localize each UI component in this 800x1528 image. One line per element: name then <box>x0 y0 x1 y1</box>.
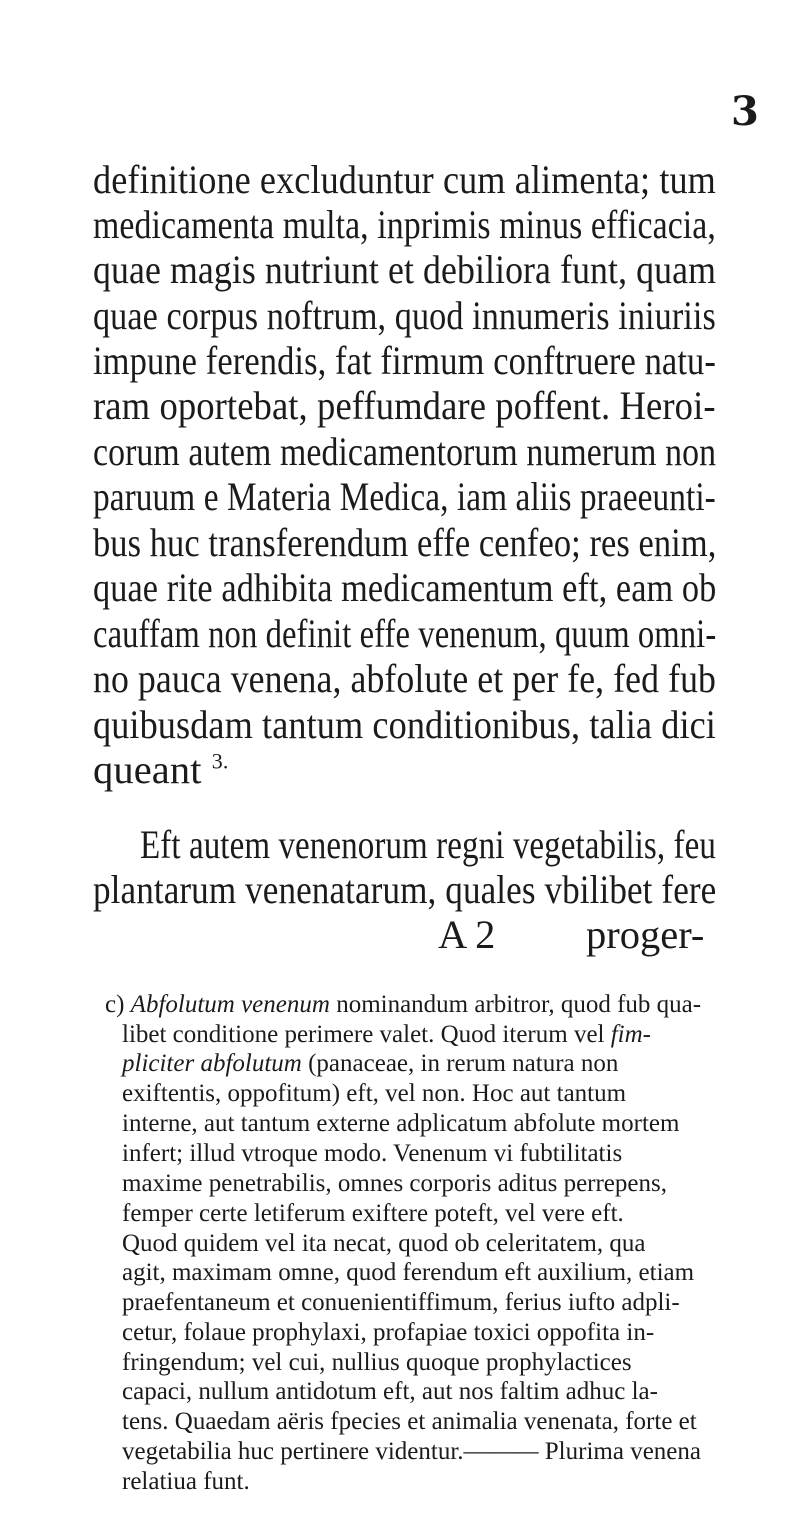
footnote-line <box>122 1051 618 1076</box>
footnote-line: fringendum; vel cui, nullius quoque prophylactices <box>122 1349 632 1376</box>
footnote-reference: 3. <box>211 748 229 774</box>
text-line: quae corpus noftrum, quod innumeris iniuriis <box>93 293 716 338</box>
text-fragment: (panaceae, in rerum natura non <box>308 1050 619 1077</box>
page-number: 3 <box>731 88 759 135</box>
text-fragment: queant <box>93 747 202 792</box>
footnote-line: praefentaneum et conuenientiffimum, ferius iufto adpli- <box>122 1289 680 1316</box>
text-line: cauffam non definit effe venenum, quum omni- <box>93 611 717 656</box>
text-line: quae magis nutriunt et debiliora funt, quam <box>93 247 717 292</box>
text-fragment: nominandum arbitror, quod fub qua- <box>336 991 702 1018</box>
footnote-line: relatiua funt. <box>122 1468 250 1495</box>
paragraph-line: Eft autem venenorum regni vegetabilis, feu <box>140 822 716 867</box>
text-line: definitione excluduntur cum alimenta; tum <box>93 157 716 202</box>
catchword: proger- <box>586 912 705 957</box>
footnote-line <box>105 992 701 1017</box>
footnote-line: femper certe letiferum exiftere poteft, vel vere eft. <box>122 1200 624 1227</box>
text-line: quibusdam tantum conditionibus, talia dici <box>93 702 716 747</box>
signature-mark: A 2 <box>438 912 496 957</box>
paragraph-line: plantarum venenatarum, quales vbilibet fere <box>93 867 717 912</box>
footnote-italic: pliciter abfolutum <box>122 1050 302 1077</box>
footnote-line: agit, maximam omne, quod ferendum eft auxilium, etiam <box>122 1259 695 1286</box>
text-line: impune ferendis, fat firmum conftruere natu- <box>93 338 716 383</box>
footnote-line: vegetabilia huc pertinere videntur.——— Plurima venena <box>122 1438 701 1465</box>
text-line: quae rite adhibita medicamentum eft, eam ob <box>93 565 717 610</box>
text-line: corum autem medicamentorum numerum non <box>93 429 717 474</box>
footnote-italic: fim- <box>610 1021 652 1048</box>
text-line: ram oportebat, peffumdare poffent. Heroi- <box>93 383 716 428</box>
text-fragment: libet conditione perimere valet. Quod iterum vel <box>122 1021 605 1048</box>
footnote-line: Quod quidem vel ita necat, quod ob celeritatem, qua <box>122 1230 646 1257</box>
footnote-line: exiftentis, oppofitum) eft, vel non. Hoc aut tantum <box>122 1080 627 1107</box>
footnote-line: cetur, folaue prophylaxi, profapiae toxici oppofita in- <box>122 1319 655 1346</box>
footnote-line: capaci, nullum antidotum eft, aut nos faltim adhuc la- <box>122 1378 658 1405</box>
footnote-line: tens. Quaedam aëris fpecies et animalia venenata, forte et <box>122 1408 697 1435</box>
text-line: no pauca venena, abfolute et per fe, fed fub <box>93 656 717 701</box>
text-line: medicamenta multa, inprimis minus efficacia, <box>93 202 716 247</box>
text-line: paruum e Materia Medica, iam aliis praeeunti- <box>93 474 716 519</box>
footnote-line: infert; illud vtroque modo. Venenum vi fubtilitatis <box>122 1140 623 1167</box>
footnote-line <box>122 1022 651 1047</box>
footnote-line: interne, aut tantum externe adplicatum abfolute mortem <box>122 1110 680 1137</box>
text-line: bus huc transferendum effe cenfeo; res enim, <box>93 520 717 565</box>
footnote-italic: Abfolutum venenum <box>130 991 330 1018</box>
text-line <box>93 747 229 792</box>
footnote-marker: c) <box>105 991 125 1018</box>
footnote-line: maxime penetrabilis, omnes corporis aditus perrepens, <box>122 1170 667 1197</box>
